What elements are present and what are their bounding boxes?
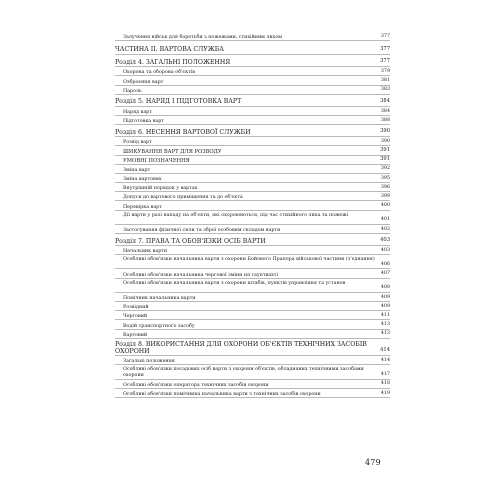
toc-entry-title: Особливі обов'язки оператора технічних засобів охорони [123,382,269,388]
toc-entry-page: 409 [380,294,390,300]
toc-entry-section [115,192,390,201]
toc-entry-title: Особливі обов'язки начальника варти з охорони штабів, пунктів управління та установ [123,280,346,286]
toc-entry-title: Розділ 5. НАРЯД І ПІДГОТОВКА ВАРТ [115,98,242,106]
toc-entry-chapter [115,125,390,137]
toc-entry-title: ШИКУВАННЯ ВАРТ ДЛЯ РОЗВОДУ [123,148,222,155]
toc-entry-title: Перевірка варт [123,204,162,210]
toc-entry-page: 388 [380,117,390,123]
toc-entry-section [115,246,390,255]
toc-entry-chapter [115,95,390,107]
toc-entry-section [115,293,390,302]
toc-entry-page: 390 [380,138,390,144]
toc-entry-page: 383 [380,87,390,93]
toc-entry-section [115,116,390,125]
toc-entry-title: Розділ 8. ВИКОРИСТАННЯ ДЛЯ ОХОРОНИ ОБ'ЄКТІВ ТЕХНІЧНИХ ЗАСОБІВ ОХОРОНИ [115,340,367,355]
toc-entry-title: Розділ 6. НЕСЕННЯ ВАРТОВОЇ СЛУЖБИ [115,128,251,136]
toc-entry-page: 391 [380,147,390,154]
toc-entry-page: 414 [380,346,390,353]
toc-entry-title: Особливі обов'язки посадових осіб варти з охорони об'єктів, обладнаних технічними засобами охорони [123,367,364,378]
toc-entry-page: 384 [380,108,390,114]
toc-entry-section [115,225,390,234]
toc-entry-section [115,146,390,155]
toc-entry-chapter [115,234,390,246]
toc-entry-page: 406 [380,261,390,267]
toc-entry-title: УМОВНІ ПОЗНАЧЕННЯ [123,157,190,164]
toc-entry-page: 402 [380,226,390,232]
toc-entry-title: Озброєння варт [123,79,164,85]
toc-entry-page: 413 [380,331,390,337]
toc-entry-section [115,311,390,320]
toc-entry-page: 379 [380,68,390,74]
toc-entry-title: Розділ 7. ПРАВА ТА ОБОВ'ЯЗКИ ОСІБ ВАРТИ [115,237,266,245]
toc-entry-chapter [115,55,390,67]
toc-entry-section [115,165,390,174]
toc-entry-section [115,32,390,41]
toc-entry-title: Наряд варт [123,109,152,115]
toc-entry-title: Допуск до вартового приміщення та до об'єкта [123,195,243,201]
toc-entry-chapter [115,339,390,357]
toc-entry-page: 417 [380,372,390,378]
toc-entry-title: Зміна варт [123,167,151,173]
toc-entry-title: Загальні положення [123,359,175,365]
toc-entry-title: ЧАСТИНА II. ВАРТОВА СЛУЖБА [115,46,224,54]
toc-entry-page: 400 [380,203,390,209]
toc-entry-section [115,156,390,165]
toc-entry-page: 396 [380,184,390,190]
toc-entry-page: 391 [380,156,390,163]
toc-entry-title: Розвід варт [123,140,152,146]
toc-entry-section [115,330,390,339]
page-number: 479 [365,458,381,467]
toc-entry-section [115,86,390,95]
toc-entry-page: 413 [380,322,390,328]
toc-entry-title: Дії варти у разі нападу на об'єкти, які охороняються, під час стихійного лиха та пожежі [123,212,349,218]
toc-entry-page: 411 [380,312,390,318]
toc-entry-section [115,255,390,269]
toc-entry-title: Внутрішній порядок у вартах [123,186,198,192]
toc-entry-title: Начальник варти [123,249,168,255]
toc-entry-title: Черговий [123,314,148,320]
toc-entry-title: Розділ 4. ЗАГАЛЬНІ ПОЛОЖЕННЯ [115,58,231,66]
toc-entry-title: Пароль [123,88,142,94]
toc-entry-page: 390 [380,128,390,135]
toc-entry-title: Вартовий [123,332,148,338]
toc-entry-section [115,365,390,379]
toc-entry-page: 407 [380,271,390,277]
toc-entry-page: 377 [380,33,390,39]
toc-entry-section [115,76,390,85]
toc-entry-section [115,380,390,389]
toc-entry-title: Підготовка варт [123,119,164,125]
toc-entry-title: Особливі обов'язки начальника варти з охорони Бойового Прапора військової частини (з'єднання) [123,257,375,263]
toc-entry-section [115,107,390,116]
toc-entry-title: Особливі обов'язки помічника начальника варти з технічних засобів охорони [123,391,321,397]
toc-entry-page: 418 [380,381,390,387]
toc-entry-title: Помічник начальника варти [123,295,196,301]
toc-entry-section [115,211,390,225]
toc-entry-page: 414 [380,357,390,363]
toc-entry-page: 377 [380,58,390,65]
toc-entry-section [115,67,390,76]
toc-entry-section [115,137,390,146]
toc-entry-page: 403 [380,237,390,244]
toc-entry-section [115,389,390,398]
toc-entry-page: 403 [380,247,390,253]
toc-entry-section [115,174,390,183]
toc-entry-title: Зміна вартових [123,177,162,183]
toc-entry-page: 399 [380,194,390,200]
toc-entry-section [115,356,390,365]
toc-entry-section [115,279,390,293]
toc-entry-page: 377 [380,46,390,53]
table-of-contents [115,32,390,398]
toc-entry-part [115,41,390,55]
toc-entry-page: 401 [380,217,390,223]
toc-entry-page: 381 [380,78,390,84]
toc-entry-page: 409 [380,303,390,309]
toc-entry-page: 419 [380,390,390,396]
toc-entry-title: Залучення військ для боротьби з пожежами, стихійним лихом [123,35,283,41]
toc-entry-section [115,183,390,192]
toc-entry-section [115,302,390,311]
toc-entry-page: 395 [380,175,390,181]
toc-entry-page: 392 [380,166,390,172]
toc-entry-page: 408 [380,285,390,291]
toc-entry-section [115,320,390,329]
toc-entry-title: Застосування фізичної сили та зброї особовим складом варти [123,228,281,233]
toc-entry-title: Водій транспортного засобу [123,323,195,329]
toc-entry-section [115,269,390,278]
toc-entry-page: 384 [380,97,390,104]
toc-entry-section [115,201,390,210]
toc-entry-title: Особливі обов'язки начальника чергової зміни на гауптвахті [123,272,278,278]
toc-entry-title: Розвідний [123,305,149,311]
toc-entry-title: Охорона та оборона об'єктів [123,70,195,76]
